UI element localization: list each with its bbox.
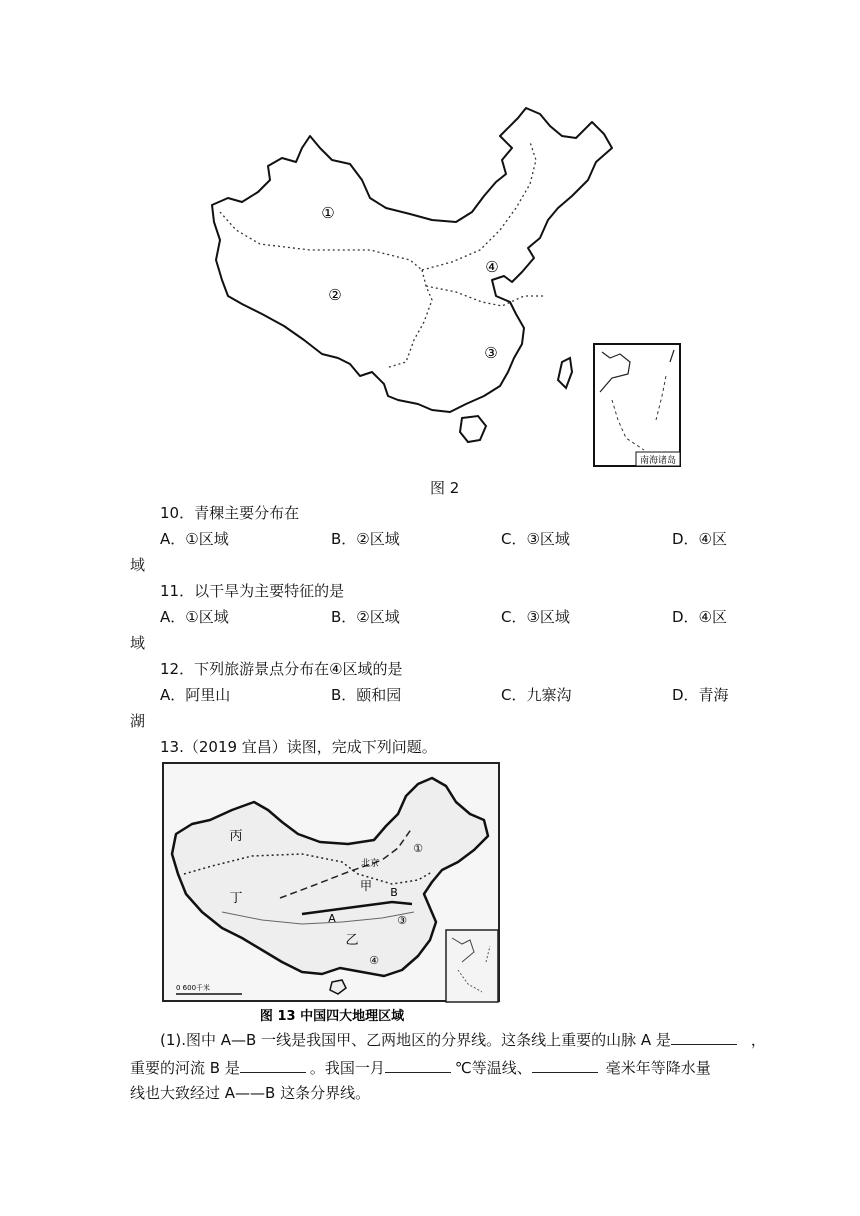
hainan-island (460, 416, 486, 442)
china-outline (212, 108, 612, 412)
q13-sub1-line3: 线也大致经过 A——B 这条分界线。 (130, 1084, 371, 1102)
answer-blank-mountain[interactable] (671, 1028, 737, 1045)
q13-sub1-line2-text-b: 。我国一月 (309, 1059, 385, 1077)
figure2-caption: 图 2 (430, 479, 460, 497)
answer-blank-precipitation[interactable] (532, 1056, 598, 1073)
q11-option-d: D．④区 (672, 608, 727, 626)
fig13-label-c1: ① (413, 842, 423, 855)
q13-sub1-line2 (130, 1056, 711, 1078)
fig13-label-bing: 丙 (229, 829, 243, 844)
fig13-label-c4: ④ (369, 954, 379, 967)
q11-option-c: C．③区域 (501, 608, 570, 626)
q12-option-a: A．阿里山 (160, 686, 231, 704)
q13-sub1-line2-text-d: 毫米年等降水量 (605, 1059, 711, 1077)
q13-sub1-line1 (160, 1028, 766, 1050)
fig13-title: 图 13 中国四大地理区域 (259, 1009, 405, 1024)
boundary-north-east (422, 142, 536, 270)
q13-stem: 13.（2019 宜昌）读图，完成下列问题。 (160, 738, 437, 756)
q12-option-d-wrap: 湖 (130, 712, 146, 730)
q10-stem: 10．青稞主要分布在 (160, 504, 300, 522)
q10-option-a: A．①区域 (160, 530, 229, 548)
answer-blank-isotherm[interactable] (385, 1056, 451, 1073)
q13-sub1-line2-text-c: ℃等温线、 (454, 1059, 532, 1077)
q11-option-a: A．①区域 (160, 608, 229, 626)
fig13-label-beijing: 北京 (360, 859, 380, 869)
fig13-label-a: A (328, 912, 336, 925)
taiwan-island (558, 358, 572, 388)
boundary-north-south (386, 270, 432, 368)
fig13-inset (446, 930, 498, 1002)
q10-option-d-wrap: 域 (130, 556, 146, 574)
figure2-map (200, 100, 700, 475)
boundary-qinling (426, 286, 546, 306)
fig13-label-b: B (390, 886, 398, 899)
fig13-scale-label: 0 600千米 (176, 984, 211, 992)
q10-option-c: C．③区域 (501, 530, 570, 548)
south-china-sea-inset (594, 344, 680, 466)
q12-option-d: D．青海 (672, 686, 729, 704)
figure13-map (162, 762, 502, 1024)
inset-label: 南海诸岛 (639, 456, 677, 466)
region-label-1: ① (321, 204, 335, 222)
q12-option-c: C．九寨沟 (501, 686, 572, 704)
region-label-4: ④ (485, 258, 499, 276)
q12-stem: 12．下列旅游景点分布在④区域的是 (160, 660, 403, 678)
region-label-2: ② (328, 286, 342, 304)
q13-sub1-line1-text: (1).图中 A—B 一线是我国甲、乙两地区的分界线。这条线上重要的山脉 A 是 (160, 1031, 671, 1049)
fig13-label-jia: 甲 (359, 879, 373, 893)
answer-blank-river[interactable] (240, 1056, 306, 1073)
q11-option-d-wrap: 域 (130, 634, 146, 652)
fig13-label-c3: ③ (397, 914, 407, 927)
region-label-3: ③ (484, 344, 498, 362)
q10-option-b: B．②区域 (331, 530, 400, 548)
fig13-label-yi: 乙 (345, 933, 359, 948)
q13-sub1-line2-text-a: 重要的河流 B 是 (130, 1059, 240, 1077)
q11-option-b: B．②区域 (331, 608, 400, 626)
q12-option-b: B．颐和园 (331, 686, 402, 704)
fig13-label-ding: 丁 (229, 891, 243, 906)
q10-option-d: D．④区 (672, 530, 727, 548)
q13-sub1-line1-end: ， (750, 1031, 766, 1049)
q11-stem: 11．以干旱为主要特征的是 (160, 582, 345, 600)
